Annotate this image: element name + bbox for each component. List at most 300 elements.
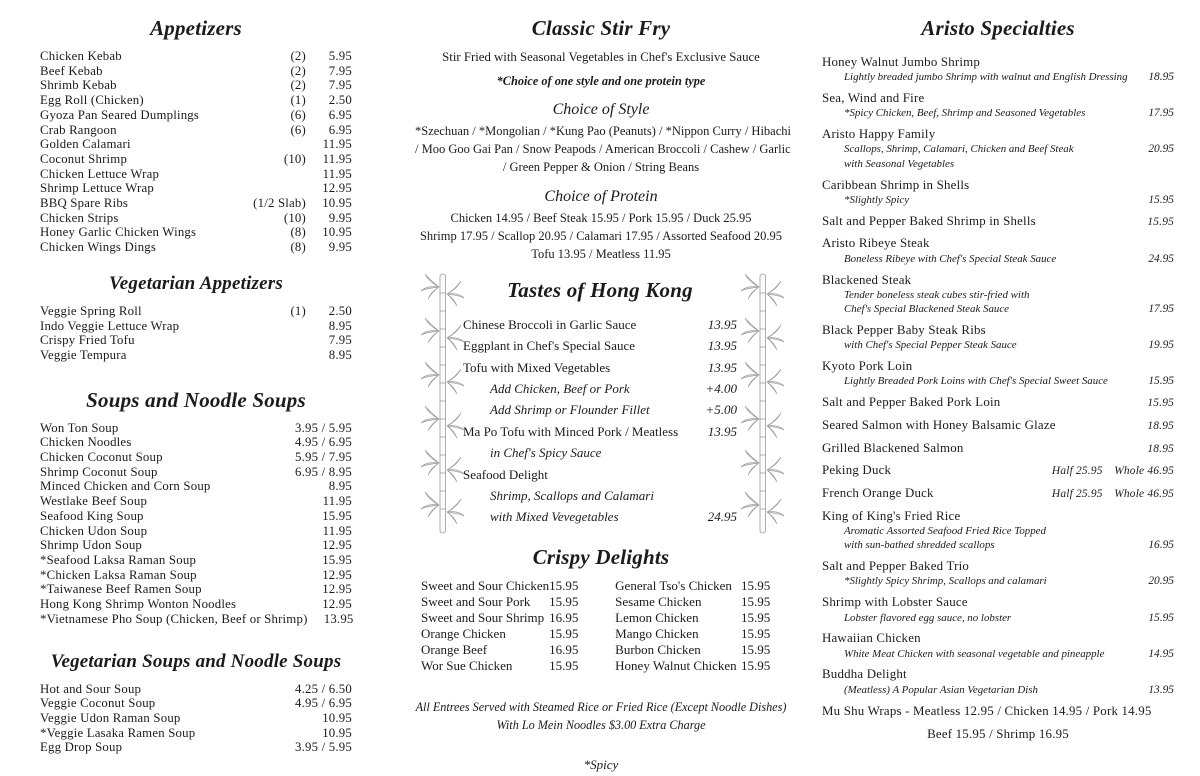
item-price: 15.95 — [1148, 193, 1174, 206]
item-name: Chinese Broccoli in Garlic Sauce — [463, 316, 637, 332]
menu-item-row — [822, 142, 1174, 156]
item-name: Beef Kebab — [40, 63, 103, 78]
item-name: Shrimp Udon Soup — [40, 538, 143, 553]
spicy-legend: *Spicy — [583, 757, 619, 773]
item-price: 15.95 — [549, 658, 579, 674]
menu-item-row — [822, 235, 1174, 251]
item-price: 24.95 — [1148, 252, 1174, 265]
item-price: 8.95 — [328, 318, 352, 333]
menu-item-row — [40, 494, 352, 509]
item-name: Black Pepper Baby Steak Ribs — [822, 323, 986, 338]
menu-item-row — [822, 666, 1174, 682]
menu-item-row — [421, 578, 589, 594]
menu-item-row — [822, 106, 1174, 120]
menu-item-row — [40, 137, 352, 152]
protein-options — [415, 210, 787, 263]
menu-item-row — [615, 578, 781, 594]
item-name: with Chef's Special Pepper Steak Sauce — [844, 339, 1017, 352]
choice-of-style-heading: Choice of Style — [552, 101, 650, 118]
vegetarian-appetizers-list — [40, 304, 352, 363]
item-price: 15.95 — [1147, 215, 1174, 228]
entrees-footnote — [415, 699, 787, 734]
item-name: Aristo Happy Family — [822, 127, 936, 142]
item-price: 2.50 — [328, 303, 352, 318]
item-name: King of King's Fried Rice — [822, 508, 961, 523]
menu-item-row — [822, 574, 1174, 588]
menu-item-row — [615, 610, 781, 626]
classic-stir-fry-section — [415, 15, 791, 264]
item-name: Seafood King Soup — [40, 508, 144, 523]
item-price: 15.95 — [322, 552, 352, 567]
item-name: General Tso's Chicken — [615, 577, 732, 593]
item-price: 8.95 — [328, 479, 352, 494]
item-name: Grilled Blackened Salmon — [822, 440, 964, 455]
menu-item-row — [40, 509, 352, 524]
protein-options-line: Tofu 13.95 / Meatless 11.95 — [531, 246, 671, 261]
menu-item-row — [40, 568, 352, 583]
item-name: Honey Garlic Chicken Wings — [40, 225, 197, 240]
item-price: 11.95 — [322, 523, 352, 538]
choice-of-protein-heading: Choice of Protein — [544, 188, 658, 206]
menu-item-row — [463, 399, 737, 420]
menu-item-row — [421, 610, 589, 626]
item-name: Orange Chicken — [421, 626, 506, 642]
protein-options-line: Chicken 14.95 / Beef Steak 15.95 / Pork 15.95 / Duck 25.95 — [450, 211, 752, 226]
aristo-specialties-list — [822, 54, 1174, 742]
item-name: *Vietnamese Pho Soup (Chicken, Beef or Shrimp) — [40, 611, 308, 626]
protein-options-line: Shrimp 17.95 / Scallop 20.95 / Calamari 17.95 / Assorted Seafood 20.95 — [419, 229, 783, 244]
item-name: Egg Drop Soup — [40, 740, 123, 755]
item-price: 24.95 — [707, 509, 737, 525]
item-price: 15.95 — [741, 593, 771, 609]
menu-item-row — [822, 594, 1174, 610]
item-price: 16.95 — [1148, 539, 1174, 552]
item-name: Blackened Steak — [822, 272, 912, 287]
menu-item-row — [822, 703, 1174, 719]
item-name: Buddha Delight — [822, 667, 907, 682]
item-price: 9.95 — [328, 240, 352, 255]
item-name: Boneless Ribeye with Chef's Special Steak Sauce — [844, 252, 1057, 265]
item-name: with Seasonal Vegetables — [844, 157, 955, 170]
vegetarian-soups-section — [40, 650, 352, 756]
item-name: Chicken Noodles — [40, 435, 132, 450]
item-name: Honey Walnut Jumbo Shrimp — [822, 55, 981, 69]
crispy-left-column — [421, 578, 589, 675]
menu-item-row — [40, 740, 352, 755]
item-name: Shrimb Kebab — [40, 78, 117, 93]
item-name: Sea, Wind and Fire — [822, 91, 925, 106]
item-price: 5.95 — [328, 49, 352, 63]
menu-item-row — [40, 93, 352, 108]
item-price: 15.95 — [1148, 611, 1174, 624]
menu-item-row — [40, 479, 352, 494]
item-price: 15.95 — [741, 642, 771, 658]
item-price: 13.95 — [323, 611, 354, 626]
item-name: Sweet and Sour Pork — [421, 593, 531, 609]
item-price: 16.95 — [549, 642, 579, 658]
item-price: 15.95 — [549, 626, 579, 642]
menu-item-row — [40, 225, 352, 240]
classic-stir-fry-title: Classic Stir Fry — [531, 16, 671, 40]
menu-item-row — [463, 357, 737, 378]
menu-item-row — [40, 524, 352, 539]
menu-item-row — [822, 322, 1174, 338]
menu-item-row — [40, 435, 352, 450]
item-price: +4.00 — [705, 381, 737, 396]
menu-item-row — [40, 421, 352, 436]
item-name: Add Shrimp or Flounder Fillet — [490, 402, 650, 418]
item-name: Salt and Pepper Baked Trio — [822, 559, 969, 574]
item-quantity: (1) — [290, 303, 306, 318]
item-price: 2.50 — [328, 93, 352, 108]
menu-item-row — [822, 193, 1174, 207]
item-price: 16.95 — [549, 610, 579, 626]
item-quantity: (2) — [290, 49, 306, 63]
crispy-delights-section — [415, 544, 787, 774]
item-price: 10.95 — [322, 725, 352, 740]
style-options-line: / Green Pepper & Onion / String Beans — [502, 159, 700, 174]
item-quantity: (10) — [283, 151, 306, 166]
item-name: Chicken Wings Dings — [40, 240, 157, 255]
item-price: 5.95 / 7.95 — [295, 450, 352, 465]
menu-item-row — [463, 506, 737, 527]
item-price: 7.95 — [328, 63, 352, 78]
item-price: 15.95 — [1147, 397, 1174, 410]
item-price: Half 25.95 Whole 46.95 — [1051, 465, 1174, 478]
item-price: 19.95 — [1148, 339, 1174, 352]
menu-item-row — [40, 597, 352, 612]
item-price: 18.95 — [1147, 442, 1174, 455]
menu-item-row — [40, 450, 352, 465]
menu-item-row — [40, 167, 352, 182]
item-price: 13.95 — [707, 359, 737, 375]
right-column — [822, 0, 1174, 742]
item-name: Aromatic Assorted Seafood Fried Rice Topped — [844, 524, 1046, 537]
item-name: Sweet and Sour Shrimp — [421, 610, 545, 626]
menu-item-row — [40, 49, 352, 64]
item-price: 14.95 — [1148, 647, 1174, 660]
vegetarian-appetizers-title: Vegetarian Appetizers — [109, 272, 283, 294]
vegetarian-soups-list — [40, 682, 352, 756]
item-price: 3.95 / 5.95 — [295, 420, 352, 435]
menu-item-row — [615, 626, 781, 642]
item-name: Mango Chicken — [615, 626, 699, 642]
bamboo-stalk-icon — [741, 273, 785, 535]
menu-item-row — [822, 177, 1174, 193]
footnote-line-2: With Lo Mein Noodles $3.00 Extra Charge — [496, 717, 706, 732]
menu-item-row — [822, 126, 1174, 142]
menu-item-row — [463, 464, 737, 485]
item-name: Egg Roll (Chicken) — [40, 93, 144, 108]
menu-item-row — [463, 421, 737, 442]
menu-item-row — [40, 348, 352, 363]
item-name: Lightly Breaded Pork Loins with Chef's Special Sweet Sauce — [844, 375, 1108, 388]
menu-item-row — [822, 683, 1174, 697]
menu-item-row — [822, 726, 1174, 742]
item-price: 15.95 — [1148, 375, 1174, 388]
item-name: in Chef's Spicy Sauce — [490, 445, 602, 461]
item-name: Lobster flavored egg sauce, no lobster — [844, 611, 1012, 624]
item-name: Lightly breaded jumbo Shrimp with walnut and English Dressing — [844, 71, 1128, 84]
item-price: 12.95 — [322, 597, 352, 612]
item-price: 15.95 — [741, 626, 771, 642]
vegetarian-appetizers-section — [40, 272, 352, 363]
item-price: 12.95 — [322, 538, 352, 553]
item-price: 10.95 — [322, 710, 352, 725]
soups-section — [40, 387, 352, 627]
menu-item-row — [463, 314, 737, 335]
middle-column — [415, 0, 791, 773]
item-name: Indo Veggie Lettuce Wrap — [40, 318, 180, 333]
menu-item-row — [822, 394, 1174, 411]
item-name: Beef 15.95 / Shrimp 16.95 — [927, 726, 1069, 741]
left-column — [40, 0, 352, 755]
item-name: *Veggie Lasaka Ramen Soup — [40, 725, 196, 740]
menu-item-row — [822, 440, 1174, 457]
soups-title: Soups and Noodle Soups — [86, 387, 306, 412]
item-name: Hong Kong Shrimp Wonton Noodles — [40, 597, 237, 612]
item-price: 18.95 — [1147, 419, 1174, 432]
menu-item-row — [822, 338, 1174, 352]
menu-item-row — [463, 442, 737, 463]
menu-item-row — [822, 538, 1174, 552]
item-price: 11.95 — [322, 137, 352, 152]
tastes-of-hong-kong-title: Tastes of Hong Kong — [507, 277, 693, 302]
item-name: Seafood Delight — [463, 466, 548, 482]
menu-item-row — [822, 252, 1174, 266]
menu-item-row — [40, 304, 352, 319]
item-name: *Spicy Chicken, Beef, Shrimp and Seasoned Vegetables — [844, 107, 1086, 120]
menu-item-row — [40, 696, 352, 711]
item-price: 15.95 — [741, 577, 771, 593]
item-name: Orange Beef — [421, 642, 488, 658]
menu-item-row — [822, 358, 1174, 374]
menu-item-row — [40, 196, 352, 211]
item-name: Salt and Pepper Baked Pork Loin — [822, 395, 1001, 410]
menu-item-row — [40, 240, 352, 255]
menu-item-row — [822, 213, 1174, 230]
item-quantity: (8) — [290, 240, 306, 255]
menu-item-row — [40, 553, 352, 568]
menu-item-row — [822, 462, 1174, 479]
menu-item-row — [822, 90, 1174, 106]
menu-item-row — [40, 108, 352, 123]
appetizers-list — [40, 49, 352, 255]
item-price: 6.95 — [328, 107, 352, 122]
menu-item-row — [822, 302, 1174, 316]
crispy-delights-title: Crispy Delights — [532, 544, 670, 569]
item-quantity: (2) — [290, 78, 306, 93]
menu-item-row — [822, 374, 1174, 388]
menu-item-row — [615, 658, 781, 674]
item-name: Shrimp with Lobster Sauce — [822, 595, 968, 610]
item-price: 15.95 — [549, 593, 579, 609]
stir-fry-note: *Choice of one style and one protein type — [496, 74, 706, 88]
menu-item-row — [463, 378, 737, 399]
item-name: Hot and Sour Soup — [40, 681, 142, 696]
item-name: with Mixed Vevegetables — [490, 509, 619, 525]
item-name: Ma Po Tofu with Minced Pork / Meatless — [463, 423, 679, 439]
menu-item-row — [615, 594, 781, 610]
item-price: 13.95 — [707, 316, 737, 332]
item-price: 12.95 — [322, 567, 352, 582]
item-quantity: (1) — [290, 93, 306, 108]
menu-item-row — [40, 319, 352, 334]
item-name: Crab Rangoon — [40, 122, 117, 137]
item-name: *Slightly Spicy Shrimp, Scallops and calamari — [844, 575, 1047, 588]
vegetarian-soups-title: Vegetarian Soups and Noodle Soups — [50, 650, 342, 672]
item-name: Shrimp, Scallops and Calamari — [490, 488, 654, 504]
item-price: 7.95 — [328, 78, 352, 93]
item-name: Shrimp Coconut Soup — [40, 464, 158, 479]
item-name: Tender boneless steak cubes stir-fried with — [844, 288, 1030, 301]
item-name: Seared Salmon with Honey Balsamic Glaze — [822, 417, 1056, 432]
style-options-line: *Szechuan / *Mongolian / *Kung Pao (Peanuts) / *Nippon Curry / Hibachi — [415, 124, 791, 138]
appetizers-title: Appetizers — [150, 16, 242, 40]
menu-item-row — [822, 272, 1174, 288]
item-price: 8.95 — [328, 347, 352, 362]
item-name: Wor Sue Chicken — [421, 658, 513, 674]
menu-item-row — [463, 335, 737, 356]
item-name: *Seafood Laksa Raman Soup — [40, 552, 197, 567]
item-name: Sesame Chicken — [615, 593, 702, 609]
menu-item-row — [40, 123, 352, 138]
item-name: Chicken Strips — [40, 210, 119, 225]
item-name: BBQ Spare Ribs — [40, 196, 129, 211]
item-quantity: (6) — [290, 107, 306, 122]
menu-item-row — [40, 711, 352, 726]
item-name: Add Chicken, Beef or Pork — [490, 381, 630, 396]
menu-item-row — [421, 594, 589, 610]
menu-item-row — [822, 524, 1174, 538]
menu-item-row — [421, 642, 589, 658]
item-quantity: (10) — [283, 210, 306, 225]
item-price: 15.95 — [741, 610, 771, 626]
item-price: 6.95 / 8.95 — [295, 464, 352, 479]
item-price: 4.95 / 6.95 — [295, 435, 352, 450]
item-name: Chicken Udon Soup — [40, 523, 148, 538]
item-price: 17.95 — [1148, 303, 1174, 316]
item-name: Caribbean Shrimp in Shells — [822, 177, 970, 192]
menu-item-row — [615, 642, 781, 658]
menu-item-row — [822, 157, 1174, 171]
item-name: Mu Shu Wraps - Meatless 12.95 / Chicken 14.95 / Pork 14.95 — [822, 703, 1152, 718]
menu-item-row — [822, 485, 1174, 502]
item-name: Chicken Coconut Soup — [40, 450, 163, 465]
item-price: 20.95 — [1148, 575, 1174, 588]
style-options — [415, 123, 791, 176]
footnote-line-1: All Entrees Served with Steamed Rice or Fried Rice (Except Noodle Dishes) — [415, 700, 787, 715]
item-price: 4.25 / 6.50 — [295, 681, 352, 696]
item-price: 11.95 — [322, 151, 352, 166]
menu-item-row — [421, 658, 589, 674]
item-name: Minced Chicken and Corn Soup — [40, 479, 211, 494]
item-name: Burbon Chicken — [615, 642, 701, 658]
item-name: White Meat Chicken with seasonal vegetable and pineapple — [844, 647, 1105, 660]
menu-item-row — [40, 181, 352, 196]
item-name: Peking Duck — [822, 463, 892, 478]
item-name: Tofu with Mixed Vegetables — [463, 359, 611, 375]
item-quantity: (1/2 Slab) — [253, 196, 306, 211]
item-price: 13.95 — [707, 423, 737, 439]
item-name: Sweet and Sour Chicken — [421, 577, 550, 593]
item-name: Lemon Chicken — [615, 610, 699, 626]
item-name: Won Ton Soup — [40, 420, 119, 435]
item-price: 11.95 — [322, 166, 352, 181]
menu-item-row — [40, 333, 352, 348]
appetizers-section — [40, 15, 352, 255]
menu-item-row — [40, 612, 352, 627]
item-name: Scallops, Shrimp, Calamari, Chicken and Beef Steak — [844, 143, 1074, 156]
menu-item-row — [40, 726, 352, 741]
menu-item-row — [822, 558, 1174, 574]
bamboo-stalk-icon — [421, 273, 465, 535]
item-price: 12.95 — [322, 181, 352, 196]
item-name: Chicken Lettuce Wrap — [40, 166, 160, 181]
item-price: +5.00 — [705, 402, 737, 418]
menu-item-row — [40, 682, 352, 697]
aristo-specialties-title: Aristo Specialties — [921, 16, 1075, 40]
item-name: *Chicken Laksa Raman Soup — [40, 567, 197, 582]
tastes-of-hong-kong-section — [415, 277, 787, 528]
item-price: 10.95 — [322, 196, 352, 211]
item-name: Salt and Pepper Baked Shrimp in Shells — [822, 213, 1036, 228]
menu-item-row — [822, 417, 1174, 434]
item-name: Aristo Ribeye Steak — [822, 236, 930, 251]
menu-item-row — [463, 485, 737, 506]
item-price: 10.95 — [322, 225, 352, 240]
item-name: Hawaiian Chicken — [822, 631, 921, 646]
item-price: 12.95 — [322, 582, 352, 597]
item-quantity: (6) — [290, 122, 306, 137]
item-price: 9.95 — [328, 210, 352, 225]
menu-item-row — [822, 288, 1174, 302]
item-name: Veggie Tempura — [40, 347, 127, 362]
item-name: Shrimp Lettuce Wrap — [40, 181, 154, 196]
hong-kong-list — [463, 314, 737, 528]
item-name: Coconut Shrimp — [40, 151, 128, 166]
item-name: Honey Walnut Chicken — [615, 658, 737, 674]
item-quantity: (2) — [290, 63, 306, 78]
soups-list — [40, 421, 352, 627]
menu-item-row — [822, 630, 1174, 646]
item-name: *Taiwanese Beef Ramen Soup — [40, 582, 202, 597]
item-name: with sun-bathed shredded scallops — [844, 539, 995, 552]
item-price: 3.95 / 5.95 — [295, 740, 352, 755]
item-name: Westlake Beef Soup — [40, 494, 148, 509]
item-name: Kyoto Pork Loin — [822, 359, 913, 374]
stir-fry-subtitle: Stir Fried with Seasonal Vegetables in Chef's Exclusive Sauce — [442, 50, 760, 64]
item-price: 13.95 — [1148, 683, 1174, 696]
item-price: 15.95 — [549, 577, 579, 593]
item-name: Chicken Kebab — [40, 49, 122, 63]
item-price: 17.95 — [1148, 107, 1174, 120]
crispy-right-column — [615, 578, 781, 675]
item-price: 15.95 — [741, 658, 771, 674]
item-price: 7.95 — [328, 333, 352, 348]
item-price: 15.95 — [322, 508, 352, 523]
item-price: 13.95 — [707, 338, 737, 354]
item-name: Crispy Fried Tofu — [40, 333, 135, 348]
crispy-delights-grid — [415, 578, 787, 675]
menu-item-row — [822, 70, 1174, 84]
item-quantity: (8) — [290, 225, 306, 240]
menu-item-row — [40, 211, 352, 226]
item-name: (Meatless) A Popular Asian Vegetarian Dish — [844, 683, 1038, 696]
item-price: 20.95 — [1148, 143, 1174, 156]
item-price: Half 25.95 Whole 46.95 — [1051, 488, 1174, 500]
menu-item-row — [40, 78, 352, 93]
